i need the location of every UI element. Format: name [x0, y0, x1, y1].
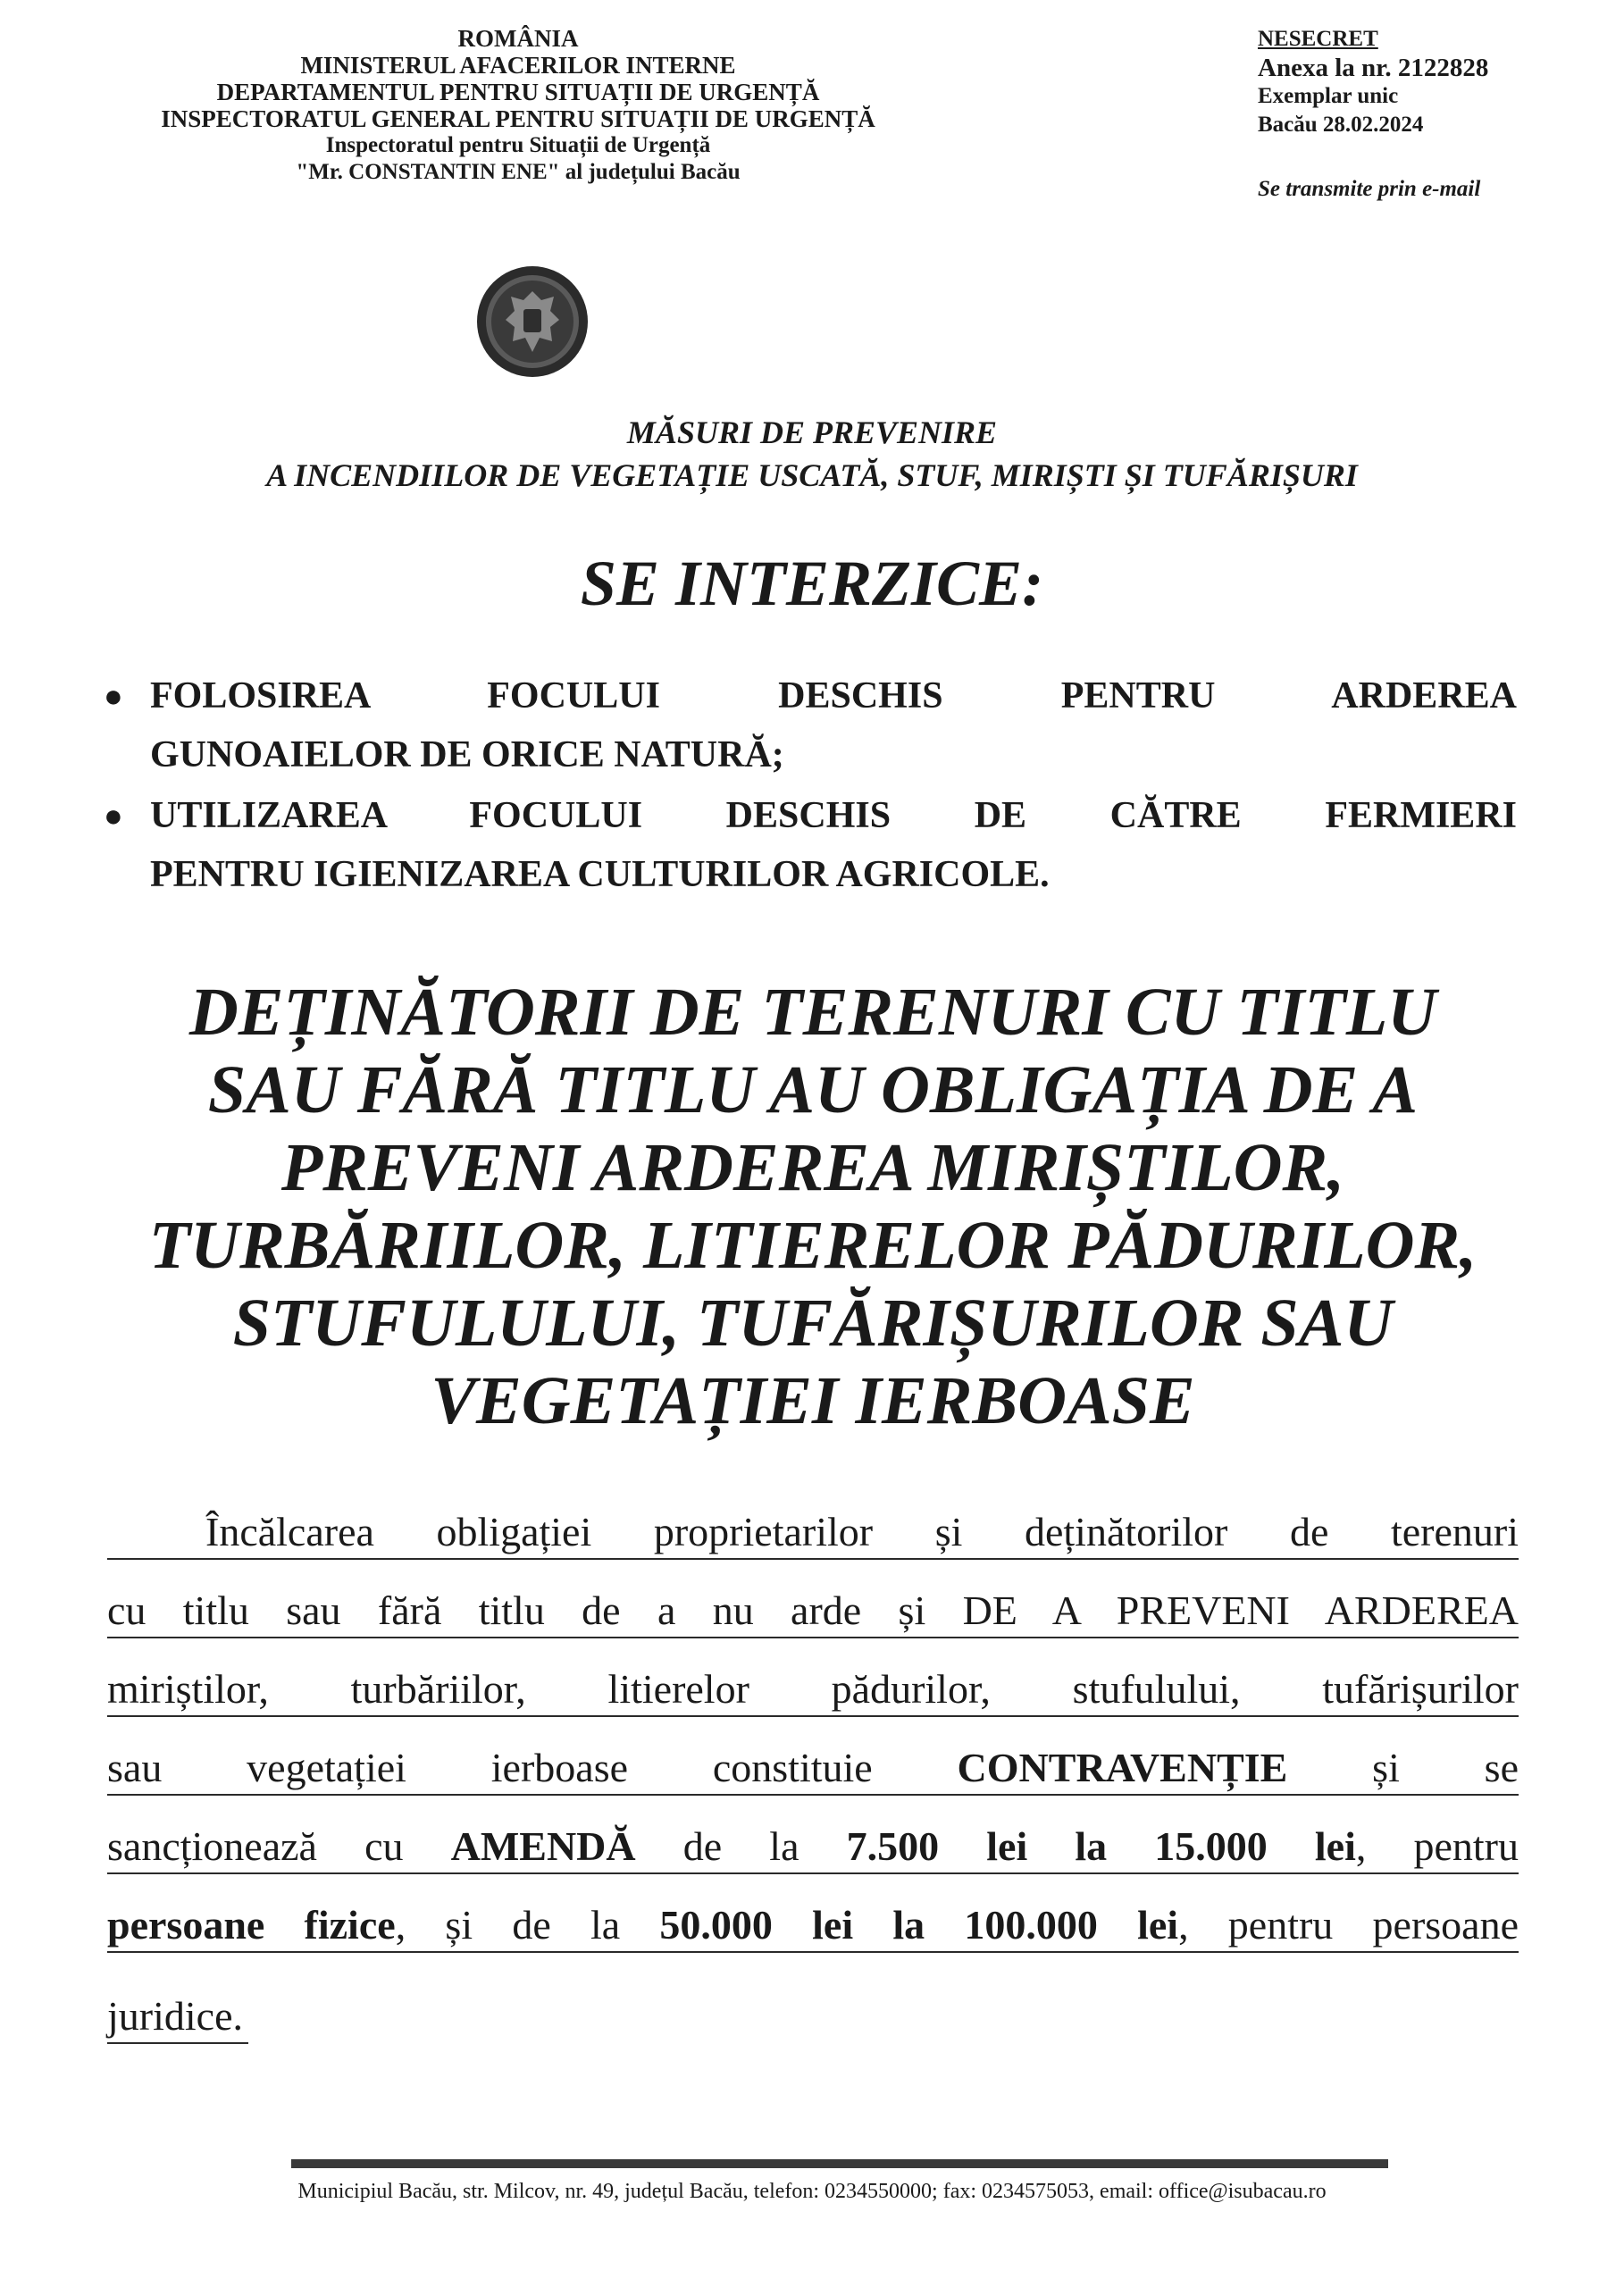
- header-line-inspectorate: INSPECTORATUL GENERAL PENTRU SITUAȚII DE URGENȚĂ: [161, 105, 875, 132]
- list-item: [96, 666, 1517, 784]
- obligation-line: DEȚINĂTORII DE TERENURI CU TITLU: [188, 975, 1437, 1050]
- text-span: sancționează cu: [107, 1823, 451, 1869]
- text-span: de la: [635, 1823, 847, 1869]
- header-line-department: DEPARTAMENTUL PENTRU SITUAȚII DE URGENȚĂ: [216, 79, 820, 105]
- fine-legal-entities: 50.000 lei la 100.000 lei: [659, 1902, 1179, 1948]
- emphasis-fine: AMENDĂ: [450, 1823, 636, 1869]
- paragraph-line: [107, 1899, 1519, 1953]
- text-span: și se: [1287, 1745, 1519, 1790]
- coat-of-arms-seal: [475, 264, 590, 379]
- header-line-county-name: "Mr. CONSTANTIN ENE" al județului Bacău: [296, 160, 741, 184]
- prohibition-1-line-2: GUNOAIELOR DE ORICE NATURĂ;: [150, 734, 784, 775]
- obligation-line: PREVENI ARDEREA MIRIȘTILOR,: [280, 1130, 1345, 1205]
- prohibition-2-line-2: PENTRU IGIENIZAREA CULTURILOR AGRICOLE.: [150, 854, 1050, 895]
- footer-contact: Municipiul Bacău, str. Milcov, nr. 49, județul Bacău, telefon: 0234550000; fax: 0234575053, email: office@isubacau.ro: [297, 2180, 1327, 2203]
- paragraph-line: [107, 1821, 1519, 1874]
- prohibition-list: [96, 666, 1517, 906]
- title-line-1: MĂSURI DE PREVENIRE: [626, 415, 998, 450]
- header-line-county-isu: Inspectoratul pentru Situații de Urgență: [325, 133, 711, 157]
- text-span: cu titlu sau fără titlu de a nu arde și: [107, 1587, 963, 1633]
- annex-number: Anexa la nr. 2122828: [1258, 54, 1489, 82]
- prohibition-1-line-1: FOLOSIREA FOCULUI DESCHIS PENTRU ARDEREA: [150, 675, 1517, 716]
- prohibition-2-line-1: UTILIZAREA FOCULUI DESCHIS DE CĂTRE FERMIERI: [150, 795, 1517, 836]
- obligation-line: STUFULULUI, TUFĂRIȘURILOR SAU: [232, 1286, 1394, 1361]
- obligation-line: SAU FĂRĂ TITLU AU OBLIGAȚIA DE A: [207, 1052, 1419, 1127]
- bullet-icon: ●: [104, 798, 123, 834]
- place-date: Bacău 28.02.2024: [1258, 113, 1424, 137]
- paragraph-line: [107, 1585, 1519, 1638]
- bullet-icon: ●: [104, 678, 123, 714]
- document-meta: [1258, 25, 1597, 204]
- paragraph-line: Încălcarea obligației proprietarilor și deținătorilor de terenuri: [107, 1506, 1519, 1560]
- classification-label: NESECRET: [1258, 27, 1378, 51]
- paragraph-line: juridice.: [107, 1990, 248, 2044]
- paragraph-line: [107, 1742, 1519, 1796]
- obligation-line: VEGETAȚIEI IERBOASE: [431, 1363, 1195, 1438]
- penalty-paragraph: [107, 1506, 1519, 2069]
- footer-divider: [291, 2159, 1388, 2168]
- fine-individuals: 7.500 lei la 15.000 lei: [846, 1823, 1356, 1869]
- emphasis-contravention: CONTRAVENȚIE: [957, 1745, 1288, 1790]
- obligation-line: TURBĂRIILOR, LITIERELOR PĂDURILOR,: [148, 1208, 1478, 1283]
- copy-label: Exemplar unic: [1258, 84, 1399, 108]
- text-span: , și de la: [395, 1902, 660, 1948]
- header-line-ministry: MINISTERUL AFACERILOR INTERNE: [300, 52, 736, 79]
- text-span: , pentru persoane: [1178, 1902, 1519, 1948]
- list-item: [96, 786, 1517, 904]
- text-span: sau vegetației ierboase constituie: [107, 1745, 958, 1790]
- paragraph-line: miriștilor, turbăriilor, litierelor pădurilor, stufulului, tufărișurilor: [107, 1663, 1519, 1717]
- emphasis-individuals: persoane fizice: [107, 1902, 396, 1948]
- landowner-obligation: [107, 974, 1519, 1440]
- prohibition-heading: SE INTERZICE:: [580, 548, 1044, 619]
- header-line-country: ROMÂNIA: [457, 25, 579, 52]
- institution-header: [89, 25, 947, 186]
- text-span: , pentru: [1355, 1823, 1519, 1869]
- transmission-note: Se transmite prin e-mail: [1258, 177, 1481, 201]
- title-line-2: A INCENDIILOR DE VEGETAȚIE USCATĂ, STUF, MIRIȘTI ȘI TUFĂRIȘURI: [266, 457, 1358, 493]
- emphasis-prevent: DE A PREVENI ARDEREA: [962, 1587, 1519, 1633]
